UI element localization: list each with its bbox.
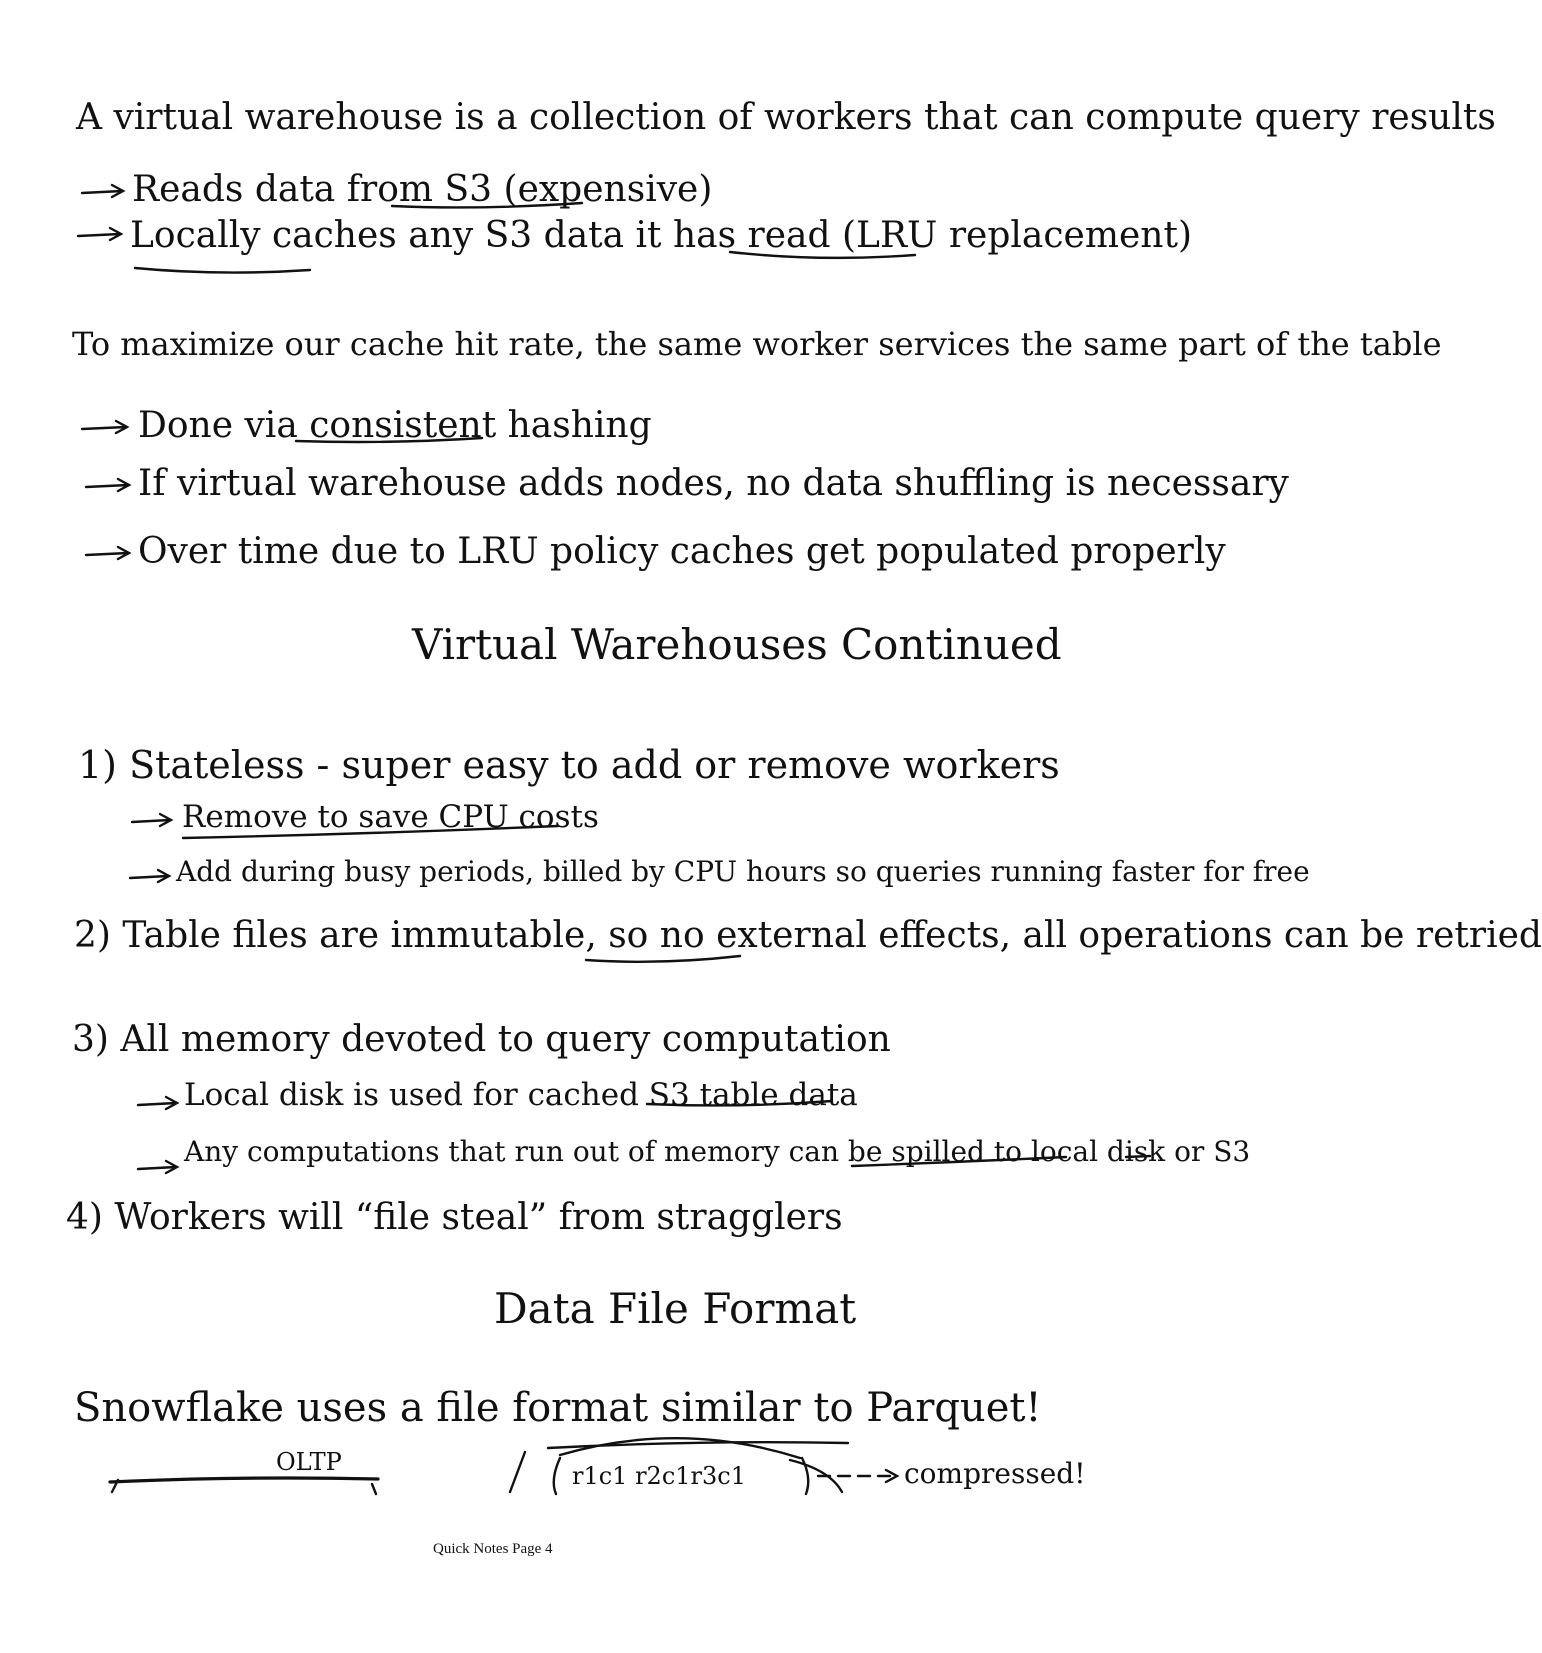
item-text: , all operations can be retried xyxy=(999,915,1542,956)
item-text: Local disk is used for cached xyxy=(184,1077,639,1113)
item-stateless: 1) Stateless - super easy to add or remove workers xyxy=(78,743,1060,787)
page-footer: Quick Notes Page 4 xyxy=(433,1541,553,1557)
arrow-icon xyxy=(132,814,171,826)
item-memory-local-disk xyxy=(184,1077,858,1113)
arrow-icon xyxy=(138,1161,177,1173)
bullet-text: Reads data from xyxy=(132,169,434,210)
cache-bullet-lru: Over time due to LRU policy caches get populated properly xyxy=(138,531,1226,572)
snowflake-line xyxy=(74,1385,1042,1431)
item-text: Any computations that run out of memory can be xyxy=(184,1135,883,1168)
item-stateless-remove: Remove to save CPU costs xyxy=(182,799,599,835)
intro-bullet-reads xyxy=(132,169,713,210)
snowflake-text: Snowflake uses a file format xyxy=(74,1385,649,1431)
bullet-emphasis: LRU replacement xyxy=(856,215,1178,256)
item-memory-spill xyxy=(184,1135,1251,1168)
item-emphasis: S3 table data xyxy=(648,1077,858,1113)
intro-line: A virtual warehouse is a collection of workers that can compute query results xyxy=(76,97,1496,138)
item-emphasis: S3 xyxy=(1213,1135,1251,1168)
cache-bullet-hashing xyxy=(138,405,652,446)
bullet-emphasis: S3 (expensive) xyxy=(444,169,713,210)
intro-bullet-caches xyxy=(130,215,1192,256)
bullet-emphasis: Locally caches xyxy=(130,215,397,256)
cache-bullet-nodes: If virtual warehouse adds nodes, no data shuffling is necessary xyxy=(138,463,1289,504)
arrow-icon xyxy=(138,1097,177,1109)
bullet-text: Done via xyxy=(138,405,298,446)
cache-line: To maximize our cache hit rate, the same worker services the same part of the table xyxy=(72,325,1442,363)
item-stateless-add: Add during busy periods, billed by CPU hours so queries running faster for free xyxy=(176,855,1310,888)
item-emphasis: spilled to local disk xyxy=(891,1135,1166,1168)
snowflake-emphasis: similar to Parquet! xyxy=(660,1385,1042,1431)
item-file-steal: 4) Workers will “file steal” from stragglers xyxy=(66,1197,843,1238)
bullet-emphasis: consistent hashing xyxy=(309,405,652,446)
sketch-compressed-label: compressed! xyxy=(904,1457,1086,1490)
sketch-oltp-label: OLTP xyxy=(276,1448,342,1476)
heading-virtual-warehouses: Virtual Warehouses Continued xyxy=(412,620,1062,669)
bullet-text: ) xyxy=(1177,215,1192,256)
item-text: 2) Table files are immutable, so no xyxy=(74,915,705,956)
item-emphasis: external effects xyxy=(716,915,1000,956)
bullet-text: any S3 data it has read ( xyxy=(408,215,857,256)
arrow-icon xyxy=(86,547,129,559)
sketch-cells-label: r1c1 r2c1r3c1 xyxy=(572,1462,746,1490)
item-memory: 3) All memory devoted to query computation xyxy=(72,1019,891,1060)
heading-data-file-format: Data File Format xyxy=(494,1284,857,1333)
arrow-icon xyxy=(86,479,129,491)
arrow-icon xyxy=(130,870,169,882)
arrow-icon xyxy=(82,421,127,433)
arrow-icon xyxy=(82,185,123,197)
arrow-icon xyxy=(78,228,121,240)
item-immutable xyxy=(74,915,1542,956)
item-text: or xyxy=(1174,1135,1205,1168)
